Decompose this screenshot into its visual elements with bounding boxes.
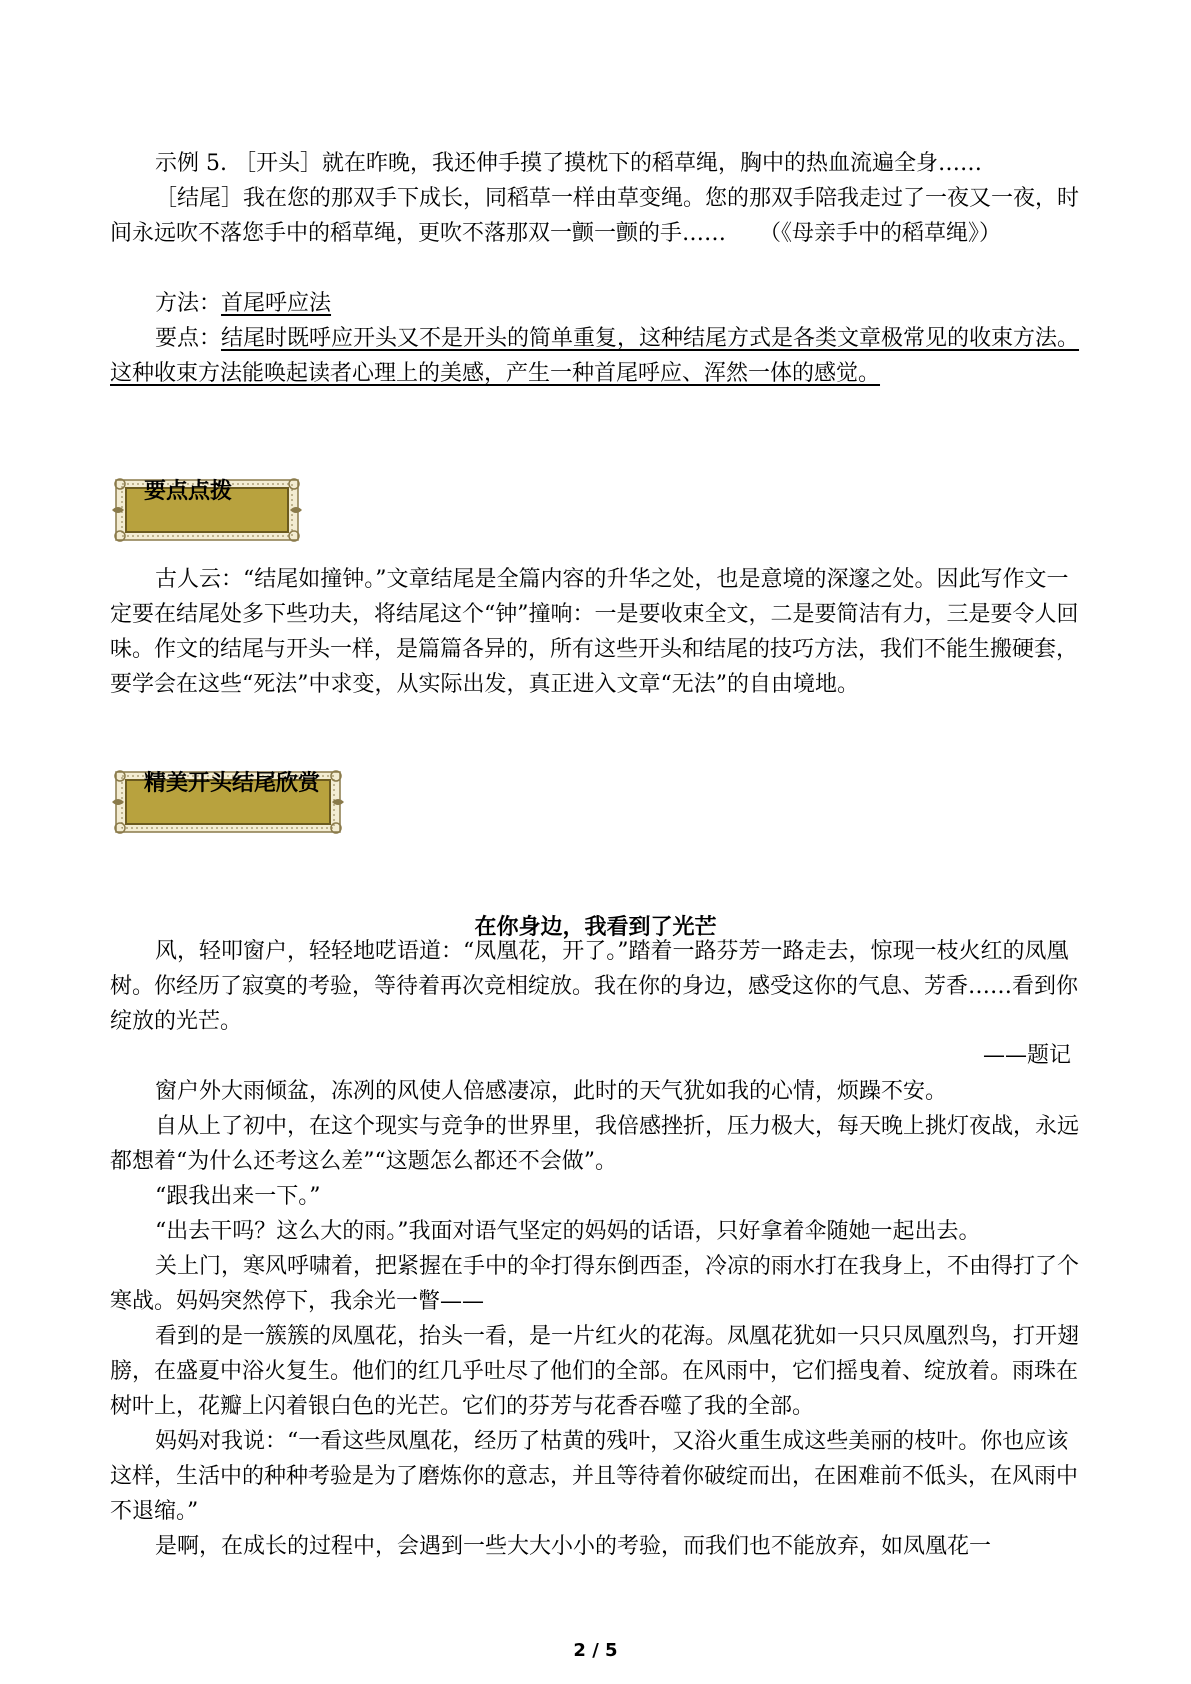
essay-paragraph-4: “出去干吗？这么大的雨。”我面对语气坚定的妈妈的话语，只好拿着伞随她一起出去。 [155, 1219, 981, 1244]
essay-paragraph-3: “跟我出来一下。” [155, 1184, 321, 1209]
example-opening-line: 示例 5. ［开头］就在昨晚，我还伸手摸了摸枕下的稻草绳，胸中的热血流遍全身…… [155, 151, 982, 176]
section-banner-showcase [112, 768, 344, 836]
essay-paragraph-1: 窗户外大雨倾盆，冻冽的风使人倍感凄凉，此时的天气犹如我的心情，烦躁不安。 [155, 1079, 948, 1104]
point-paragraph [110, 321, 1085, 391]
method-value: 首尾呼应法 [221, 291, 332, 316]
epigraph-signature: ——题记 [982, 1043, 1071, 1068]
point-label: 要点： [155, 326, 222, 351]
essay-paragraph-8: 是啊，在成长的过程中，会遇到一些大大小小的考验，而我们也不能放弃，如凤凰花一 [155, 1534, 992, 1559]
banner-label-tips: 要点点拨 [144, 478, 233, 504]
tips-paragraph: 古人云：“结尾如撞钟。”文章结尾是全篇内容的升华之处，也是意境的深邃之处。因此写作文一定要在结尾处多下些功夫，将结尾这个“钟”撞响：一是要收束全文，二是要简洁有力，三是要令人回味。作文的结尾与开头一样，是篇篇各异的，所有这些开头和结尾的技巧方法，我们不能生搬硬套，要学会在这些“死法”中求变，从实际出发，真正进入文章“无法”的自由境地。 [110, 567, 1079, 697]
essay-epigraph: 风，轻叩窗户，轻轻地呓语道：“凤凰花，开了。”踏着一路芬芳一路走去，惊现一枝火红的凤凰树。你经历了寂寞的考验，等待着再次竞相绽放。我在你的身边，感受这你的气息、芳香……看到你绽放的光芒。 [110, 939, 1079, 1034]
essay-paragraph-6: 看到的是一簇簇的凤凰花，抬头一看，是一片红火的花海。凤凰花犹如一只只凤凰烈鸟，打开翅膀，在盛夏中浴火复生。他们的红几乎吐尽了他们的全部。在风雨中，它们摇曳着、绽放着。雨珠在树叶上，花瓣上闪着银白色的光芒。它们的芬芳与花香吞噬了我的全部。 [110, 1324, 1080, 1419]
banner-label-showcase: 精美开头结尾欣赏 [144, 770, 321, 796]
page-number: 2 / 5 [573, 1640, 618, 1661]
essay-title: 在你身边，我看到了光芒 [474, 914, 717, 940]
essay-paragraph-7: 妈妈对我说：“一看这些凤凰花，经历了枯黄的残叶，又浴火重生成这些美丽的枝叶。你也应该这样，生活中的种种考验是为了磨炼你的意志，并且等待着你破绽而出，在困难前不低头，在风雨中不退缩。” [110, 1429, 1079, 1524]
example-ending-paragraph: ［结尾］我在您的那双手下成长，同稻草一样由草变绳。您的那双手陪我走过了一夜又一夜，时间永远吹不落您手中的稻草绳，更吹不落那双一颤一颤的手…… （《母亲手中的稻草绳》） [110, 186, 1080, 246]
method-label: 方法： [155, 291, 222, 316]
section-banner-tips [112, 476, 302, 544]
essay-paragraph-5: 关上门，寒风呼啸着，把紧握在手中的伞打得东倒西歪，冷凉的雨水打在我身上，不由得打了个寒战。妈妈突然停下，我余光一瞥—— [110, 1254, 1080, 1314]
essay-paragraph-2: 自从上了初中，在这个现实与竞争的世界里，我倍感挫折，压力极大，每天晚上挑灯夜战，永远都想着“为什么还考这么差”“这题怎么都还不会做”。 [110, 1114, 1080, 1174]
point-value: 结尾时既呼应开头又不是开头的简单重复，这种结尾方式是各类文章极常见的收束方法。这种收束方法能唤起读者心理上的美感，产生一种首尾呼应、浑然一体的感觉。 [110, 326, 1080, 386]
method-line [110, 286, 1085, 321]
